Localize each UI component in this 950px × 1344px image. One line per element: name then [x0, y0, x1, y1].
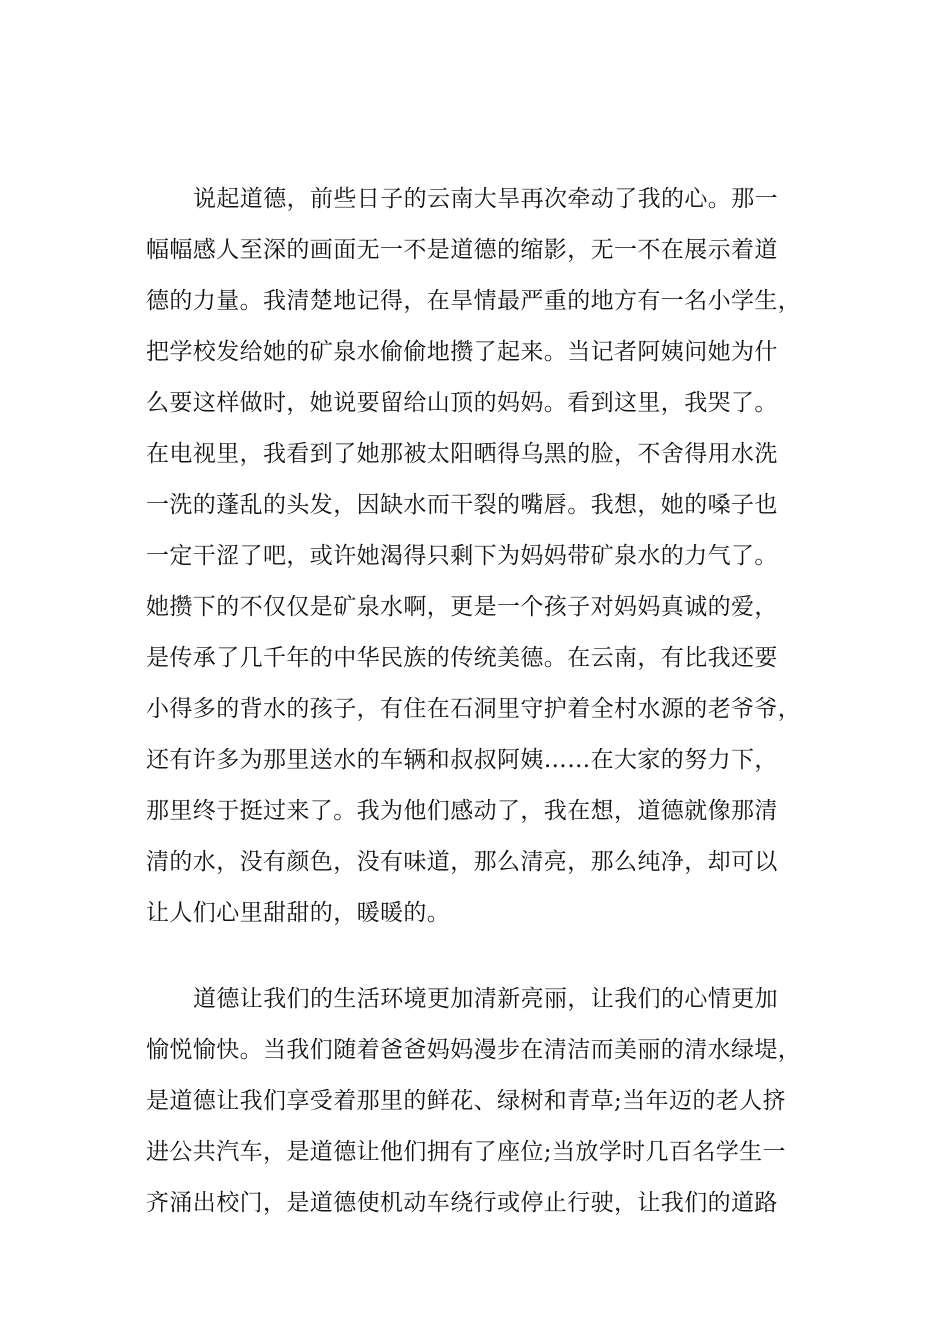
- paragraph-line: 说起道德，前些日子的云南大旱再次牵动了我的心。那一: [193, 186, 778, 212]
- paragraph-line: 还有许多为那里送水的车辆和叔叔阿姨……在大家的努力下，: [146, 747, 778, 773]
- paragraph-line: 齐涌出校门，是道德使机动车绕行或停止行驶，让我们的道路: [146, 1190, 778, 1216]
- paragraph-line: 道德让我们的生活环境更加清新亮丽，让我们的心情更加: [193, 986, 778, 1012]
- paragraph-line: 一洗的蓬乱的头发，因缺水而干裂的嘴唇。我想，她的嗓子也: [146, 492, 778, 518]
- paragraph-line: 清的水，没有颜色，没有味道，那么清亮，那么纯净，却可以: [146, 849, 778, 875]
- paragraph-line: 小得多的背水的孩子，有住在石洞里守护着全村水源的老爷爷，: [146, 696, 802, 722]
- paragraph-line: 进公共汽车，是道德让他们拥有了座位;当放学时几百名学生一: [146, 1139, 786, 1165]
- paragraph-line: 德的力量。我清楚地记得，在旱情最严重的地方有一名小学生，: [146, 288, 802, 314]
- paragraph-line: 一定干涩了吧，或许她渴得只剩下为妈妈带矿泉水的力气了。: [146, 543, 778, 569]
- paragraph-line: 把学校发给她的矿泉水偷偷地攒了起来。当记者阿姨问她为什: [146, 339, 778, 365]
- paragraph-line: 那里终于挺过来了。我为他们感动了，我在想，道德就像那清: [146, 798, 778, 824]
- paragraph-line: 是传承了几千年的中华民族的传统美德。在云南，有比我还要: [146, 645, 778, 671]
- paragraph-2: [146, 974, 826, 1229]
- paragraph-line: 幅幅感人至深的画面无一不是道德的缩影，无一不在展示着道: [146, 237, 778, 263]
- paragraph-line: 么要这样做时，她说要留给山顶的妈妈。看到这里，我哭了。: [146, 390, 778, 416]
- paragraph-line: 她攒下的不仅仅是矿泉水啊，更是一个孩子对妈妈真诚的爱，: [146, 594, 778, 620]
- paragraph-line: 让人们心里甜甜的，暖暖的。: [146, 900, 451, 926]
- paragraph-line: 在电视里，我看到了她那被太阳晒得乌黑的脸，不舍得用水洗: [146, 441, 778, 467]
- paragraph-1: [146, 174, 826, 939]
- paragraph-line: 是道德让我们享受着那里的鲜花、绿树和青草;当年迈的老人挤: [146, 1088, 786, 1114]
- paragraph-line: 愉悦愉快。当我们随着爸爸妈妈漫步在清洁而美丽的清水绿堤，: [146, 1037, 802, 1063]
